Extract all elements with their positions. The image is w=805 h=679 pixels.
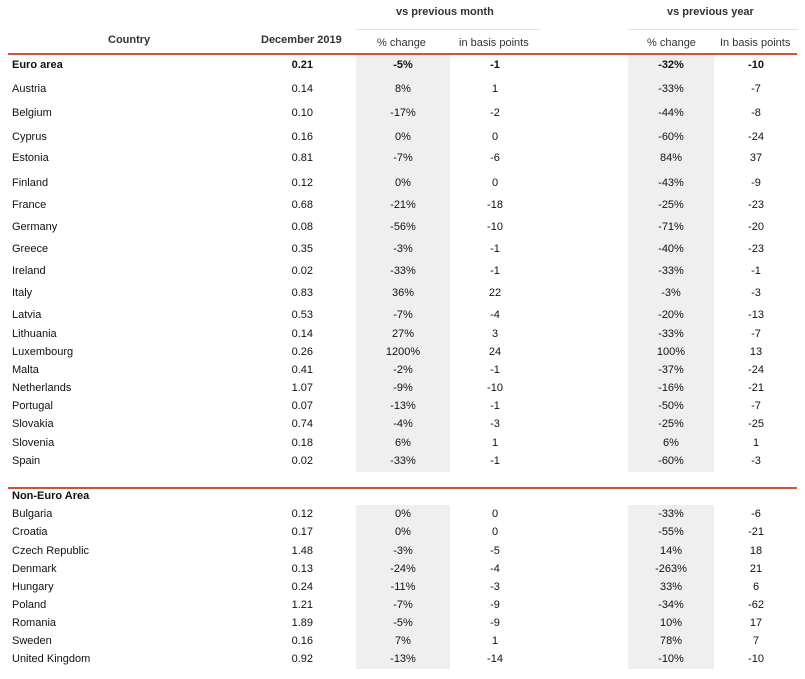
country-cell: Hungary <box>12 581 54 593</box>
year-pct-cell: -40% <box>658 243 684 255</box>
month-bp-cell: -9 <box>490 599 500 611</box>
year-bp-cell: -23 <box>748 199 764 211</box>
month-pct-cell: -33% <box>390 265 416 277</box>
year-pct-cell: -25% <box>658 418 684 430</box>
section-divider <box>8 487 797 489</box>
country-cell: Estonia <box>12 152 49 164</box>
year-bp-cell: -8 <box>751 107 761 119</box>
country-cell: Denmark <box>12 563 57 575</box>
country-cell: Ireland <box>12 265 46 277</box>
table-row <box>0 415 805 433</box>
table-row <box>0 650 805 668</box>
month-bp-cell: -1 <box>490 364 500 376</box>
month-bp-cell: 0 <box>491 177 499 189</box>
month-pct-cell: 0% <box>395 508 411 520</box>
december-cell: 0.07 <box>291 400 313 412</box>
country-cell: Slovakia <box>12 418 54 430</box>
december-cell: 0.53 <box>291 309 313 321</box>
country-cell: Malta <box>12 364 39 376</box>
table-row <box>0 560 805 578</box>
country-cell: United Kingdom <box>12 653 91 665</box>
year-bp-cell: 1 <box>752 437 760 449</box>
header-year-pct: % change <box>647 37 696 49</box>
month-bp-cell: -1 <box>490 265 500 277</box>
year-pct-cell: -60% <box>658 455 684 467</box>
december-cell: 0.92 <box>291 653 313 665</box>
year-pct-cell: -37% <box>658 364 684 376</box>
header-month-bp: in basis points <box>459 37 529 49</box>
december-cell: 0.17 <box>291 526 313 538</box>
month-pct-cell: -17% <box>390 107 416 119</box>
country-cell: France <box>12 199 47 211</box>
month-pct-cell: -56% <box>390 221 416 233</box>
month-pct-cell: -3% <box>393 243 413 255</box>
year-pct-cell: -33% <box>658 265 684 277</box>
month-pct-cell: 1200% <box>385 346 421 358</box>
year-bp-cell: -21 <box>748 526 764 538</box>
header-december: December 2019 <box>261 34 342 46</box>
month-bp-cell: -1 <box>490 455 500 467</box>
year-bp-cell: 17 <box>749 617 763 629</box>
header-vs-year: vs previous year <box>667 6 754 18</box>
non-euro-title: Non-Euro Area <box>12 490 90 502</box>
month-pct-cell: -13% <box>390 400 416 412</box>
year-pct-cell: -25% <box>658 199 684 211</box>
december-cell: 0.83 <box>291 287 313 299</box>
month-bp-cell: -6 <box>490 152 500 164</box>
year-bp-cell: -7 <box>751 400 761 412</box>
year-pct-cell: -20% <box>658 309 684 321</box>
country-cell: Bulgaria <box>12 508 53 520</box>
country-cell: Euro area <box>12 59 63 71</box>
table-row <box>0 306 805 324</box>
year-pct-cell: 10% <box>659 617 683 629</box>
year-pct-cell: -32% <box>658 59 684 71</box>
year-bp-cell: -23 <box>748 243 764 255</box>
year-bp-cell: -25 <box>748 418 764 430</box>
header-underline-month <box>356 29 540 30</box>
country-cell: Poland <box>12 599 47 611</box>
table-row <box>0 128 805 146</box>
year-pct-cell: -60% <box>658 131 684 143</box>
month-bp-cell: -3 <box>490 581 500 593</box>
month-bp-cell: -18 <box>487 199 503 211</box>
table-row <box>0 578 805 596</box>
year-bp-cell: 7 <box>752 635 760 647</box>
month-bp-cell: 0 <box>491 526 499 538</box>
year-pct-cell: -33% <box>658 328 684 340</box>
table-row <box>0 596 805 614</box>
year-bp-cell: 13 <box>749 346 763 358</box>
country-cell: Italy <box>12 287 33 299</box>
table-row <box>0 542 805 560</box>
december-cell: 1.07 <box>291 382 313 394</box>
december-cell: 0.68 <box>291 199 313 211</box>
year-bp-cell: -3 <box>751 287 761 299</box>
month-bp-cell: 0 <box>491 508 499 520</box>
month-bp-cell: -3 <box>490 418 500 430</box>
month-bp-cell: 1 <box>491 635 499 647</box>
table-row <box>0 196 805 214</box>
year-pct-cell: -3% <box>661 287 681 299</box>
country-cell: Greece <box>12 243 49 255</box>
december-cell: 0.26 <box>291 346 313 358</box>
country-cell: Finland <box>12 177 49 189</box>
month-bp-cell: -4 <box>490 309 500 321</box>
year-pct-cell: -34% <box>658 599 684 611</box>
month-bp-cell: -14 <box>487 653 503 665</box>
table-row <box>0 80 805 98</box>
country-cell: Germany <box>12 221 58 233</box>
country-cell: Latvia <box>12 309 42 321</box>
year-pct-cell: -44% <box>658 107 684 119</box>
year-bp-cell: -10 <box>748 59 764 71</box>
table-row <box>0 632 805 650</box>
december-cell: 0.13 <box>291 563 313 575</box>
table-row <box>0 284 805 302</box>
month-pct-cell: -3% <box>393 545 413 557</box>
month-pct-cell: -24% <box>390 563 416 575</box>
december-cell: 0.35 <box>291 243 313 255</box>
december-cell: 0.16 <box>291 635 313 647</box>
month-bp-cell: -5 <box>490 545 500 557</box>
table-row <box>0 262 805 280</box>
year-bp-cell: 21 <box>749 563 763 575</box>
month-bp-cell: -10 <box>487 382 503 394</box>
table-row <box>0 379 805 397</box>
december-cell: 1.89 <box>291 617 313 629</box>
december-cell: 0.14 <box>291 83 313 95</box>
country-cell: Slovenia <box>12 437 55 449</box>
header-underline-year <box>628 29 798 30</box>
december-cell: 0.10 <box>291 107 313 119</box>
month-bp-cell: -1 <box>490 400 500 412</box>
year-pct-cell: 14% <box>659 545 683 557</box>
month-bp-cell: -9 <box>490 617 500 629</box>
month-pct-cell: 0% <box>395 526 411 538</box>
month-bp-cell: 1 <box>491 437 499 449</box>
year-bp-cell: -7 <box>751 328 761 340</box>
month-bp-cell: -2 <box>490 107 500 119</box>
table-row <box>0 343 805 361</box>
header-vs-month: vs previous month <box>396 6 494 18</box>
table-row <box>0 240 805 258</box>
year-pct-cell: -71% <box>658 221 684 233</box>
december-cell: 0.08 <box>291 221 313 233</box>
year-bp-cell: -20 <box>748 221 764 233</box>
country-cell: Czech Republic <box>12 545 90 557</box>
year-bp-cell: 6 <box>752 581 760 593</box>
table-row <box>0 452 805 470</box>
year-pct-cell: -16% <box>658 382 684 394</box>
month-pct-cell: 36% <box>391 287 415 299</box>
month-bp-cell: 3 <box>491 328 499 340</box>
table-row <box>0 104 805 122</box>
month-pct-cell: -5% <box>393 59 413 71</box>
december-cell: 0.18 <box>291 437 313 449</box>
month-pct-cell: 0% <box>395 177 411 189</box>
header-country: Country <box>108 34 151 46</box>
december-cell: 0.02 <box>291 265 313 277</box>
december-cell: 0.81 <box>291 152 313 164</box>
year-pct-cell: -33% <box>658 83 684 95</box>
month-pct-cell: -11% <box>390 581 416 593</box>
year-pct-cell: -43% <box>658 177 684 189</box>
month-bp-cell: 24 <box>488 346 502 358</box>
table-row <box>0 325 805 343</box>
year-bp-cell: 18 <box>749 545 763 557</box>
december-cell: 0.21 <box>291 59 313 71</box>
table-row <box>0 361 805 379</box>
year-pct-cell: -50% <box>658 400 684 412</box>
table-row <box>0 218 805 236</box>
country-cell: Spain <box>12 455 41 467</box>
month-bp-cell: 22 <box>488 287 502 299</box>
year-pct-cell: 6% <box>663 437 679 449</box>
december-cell: 0.16 <box>291 131 313 143</box>
year-bp-cell: -9 <box>751 177 761 189</box>
year-pct-cell: 100% <box>656 346 686 358</box>
country-cell: Luxembourg <box>12 346 74 358</box>
month-pct-cell: -33% <box>390 455 416 467</box>
december-cell: 0.41 <box>291 364 313 376</box>
month-bp-cell: 0 <box>491 131 499 143</box>
month-pct-cell: 6% <box>395 437 411 449</box>
year-bp-cell: -3 <box>751 455 761 467</box>
year-pct-cell: 78% <box>659 635 683 647</box>
country-cell: Sweden <box>12 635 52 647</box>
month-pct-cell: -13% <box>390 653 416 665</box>
month-pct-cell: 27% <box>391 328 415 340</box>
year-bp-cell: -10 <box>748 653 764 665</box>
december-cell: 0.74 <box>291 418 313 430</box>
table-row <box>0 523 805 541</box>
table-row <box>0 174 805 192</box>
month-pct-cell: -7% <box>393 309 413 321</box>
header-divider <box>8 53 797 55</box>
year-bp-cell: -24 <box>748 131 764 143</box>
month-pct-cell: 8% <box>395 83 411 95</box>
year-bp-cell: -7 <box>751 83 761 95</box>
year-bp-cell: -24 <box>748 364 764 376</box>
year-pct-cell: -55% <box>658 526 684 538</box>
month-pct-cell: -2% <box>393 364 413 376</box>
table-row <box>0 434 805 452</box>
country-cell: Austria <box>12 83 47 95</box>
month-pct-cell: -4% <box>393 418 413 430</box>
month-pct-cell: 7% <box>395 635 411 647</box>
month-pct-cell: -21% <box>390 199 416 211</box>
table-row <box>0 397 805 415</box>
month-pct-cell: -9% <box>393 382 413 394</box>
december-cell: 1.21 <box>291 599 313 611</box>
year-pct-cell: 33% <box>659 581 683 593</box>
year-bp-cell: -6 <box>751 508 761 520</box>
month-bp-cell: -10 <box>487 221 503 233</box>
december-cell: 0.24 <box>291 581 313 593</box>
december-cell: 0.12 <box>291 177 313 189</box>
month-pct-cell: -7% <box>393 152 413 164</box>
year-bp-cell: -1 <box>751 265 761 277</box>
header-year-bp: In basis points <box>720 37 791 49</box>
year-bp-cell: -21 <box>748 382 764 394</box>
december-cell: 0.14 <box>291 328 313 340</box>
table-row-euro-area <box>0 56 805 74</box>
year-pct-cell: 84% <box>659 152 683 164</box>
table-row <box>0 149 805 167</box>
country-cell: Cyprus <box>12 131 47 143</box>
month-bp-cell: -4 <box>490 563 500 575</box>
header-month-pct: % change <box>377 37 426 49</box>
december-cell: 0.12 <box>291 508 313 520</box>
country-cell: Lithuania <box>12 328 57 340</box>
year-bp-cell: -62 <box>748 599 764 611</box>
country-cell: Netherlands <box>12 382 72 394</box>
country-cell: Portugal <box>12 400 53 412</box>
month-bp-cell: -1 <box>490 243 500 255</box>
year-bp-cell: 37 <box>749 152 763 164</box>
year-bp-cell: -13 <box>748 309 764 321</box>
country-cell: Romania <box>12 617 57 629</box>
month-bp-cell: 1 <box>491 83 499 95</box>
year-pct-cell: -263% <box>655 563 687 575</box>
month-pct-cell: 0% <box>395 131 411 143</box>
month-pct-cell: -5% <box>393 617 413 629</box>
month-pct-cell: -7% <box>393 599 413 611</box>
country-cell: Croatia <box>12 526 48 538</box>
december-cell: 0.02 <box>291 455 313 467</box>
country-cell: Belgium <box>12 107 52 119</box>
year-pct-cell: -33% <box>658 508 684 520</box>
december-cell: 1.48 <box>291 545 313 557</box>
table-row <box>0 614 805 632</box>
month-bp-cell: -1 <box>490 59 500 71</box>
year-pct-cell: -10% <box>658 653 684 665</box>
table-row <box>0 505 805 523</box>
